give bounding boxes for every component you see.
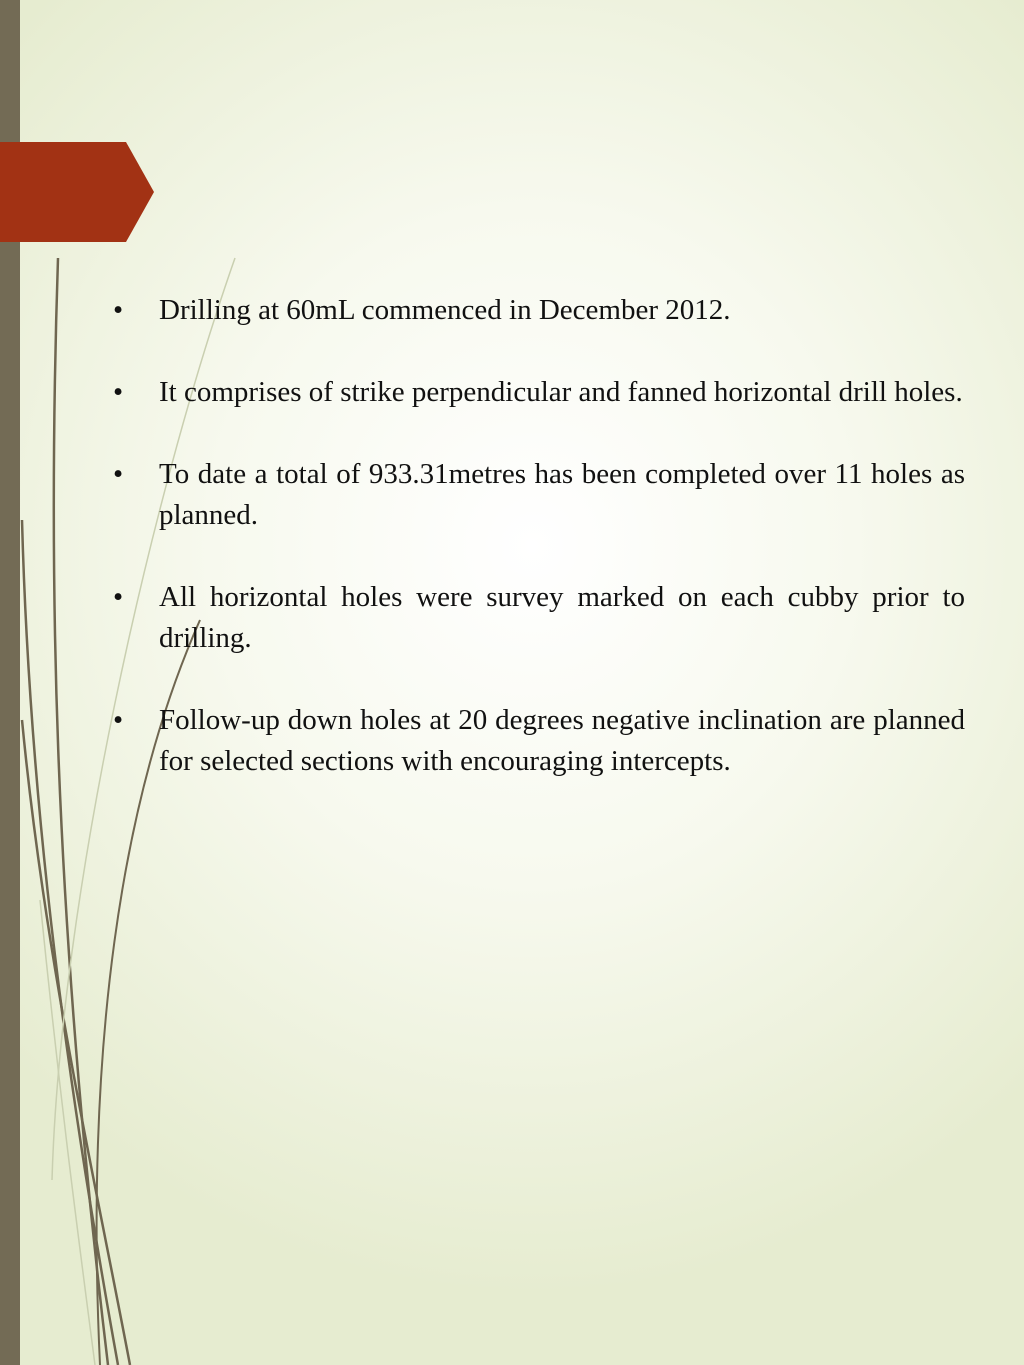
bullet-dot-icon: • (113, 294, 124, 326)
bullet-list (110, 290, 965, 782)
accent-tab-shape (0, 142, 154, 242)
decor-line-6 (40, 900, 95, 1365)
slide-content (110, 290, 965, 823)
bullet-item (110, 372, 965, 413)
bullet-item (110, 290, 965, 331)
bullet-text: Drilling at 60mL commenced in December 2012. (159, 294, 731, 326)
bullet-item (110, 454, 965, 536)
bullet-item (110, 700, 965, 782)
bullet-dot-icon: • (113, 704, 124, 736)
bullet-text: Follow-up down holes at 20 degrees negative inclination are planned for selected sections with encouraging intercepts. (159, 704, 965, 777)
bullet-text: It comprises of strike perpendicular and fanned horizontal drill holes. (159, 376, 963, 408)
bullet-dot-icon: • (113, 376, 124, 408)
decor-line-2 (22, 520, 118, 1365)
bullet-dot-icon: • (113, 458, 124, 490)
bullet-dot-icon: • (113, 581, 124, 613)
bullet-text: To date a total of 933.31metres has been completed over 11 holes as planned. (159, 458, 965, 531)
bullet-text: All horizontal holes were survey marked on each cubby prior to drilling. (159, 581, 965, 654)
bullet-item (110, 577, 965, 659)
decor-line-1 (54, 258, 108, 1365)
